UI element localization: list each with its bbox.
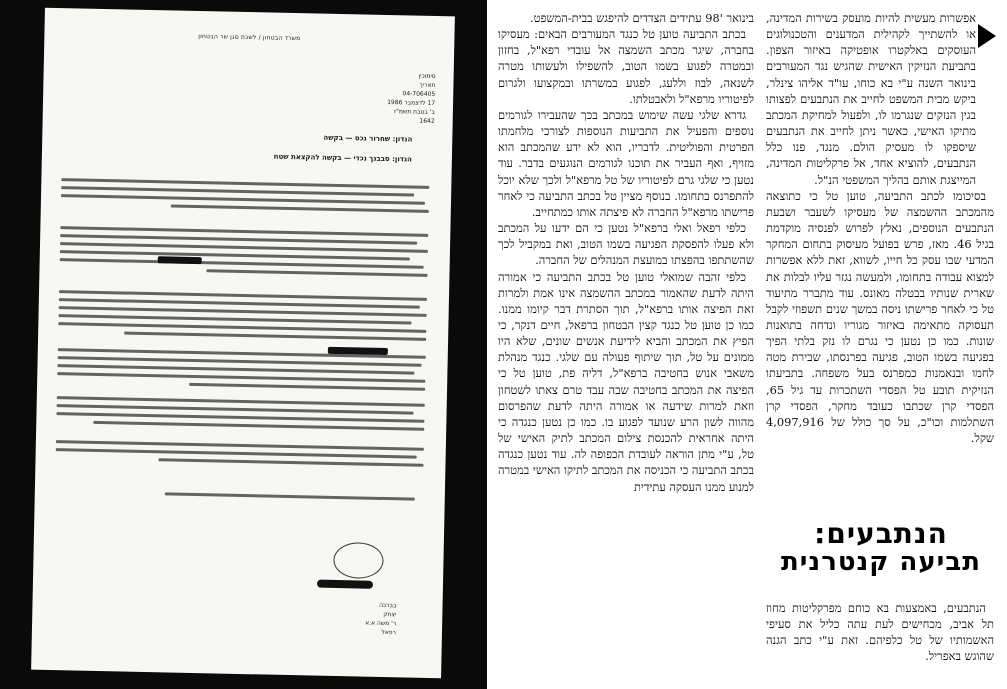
signature-line: יצחק [383, 610, 397, 619]
article-paragraph: בסיכומו לכתב התביעה, טוען טל כי כתוצאה מהמכתב ההשמצה של מעסיקו לשעבר ושבעת הנתבעים הנוספים, נאלץ לפרוש לפנסיה מוקדמת בגיל 46. מאז, פרש בפועל מעיסוק בתחום המחקר המדעי שבו עסק כל חייו, לשווא, זאת ללא אפשרות למצוא עבודה בתחומו, ולמעשה נגזר עליו לבלות את שארית שנותיו בבטלה מאונס. עוד מתברר מתיעוד טל כי לאחר פרישתו ניסה במשך שנים תשפוזי לקבל תעסוקה מתאימה באיזור מגוריו ונדחה בתואנות שונות. כמו כן נטען כי נגרם לו נזק בלתי הפיך בפגיעה בשמו הטוב, פגיעה בפרנסתו, שבירת מטה לחמו ובנאמנות כמפרנס בעל משפחה. בתביעתו הנזיקית תובע טל הפסדי השתכרות עד גיל 65, הפסדי קרן שכתבו כעובד מחקר, הפסדי קרן השתלמות וכו"כ, על סך כולל של 4,097,916 שקל. [766, 188, 994, 446]
newspaper-article [490, 0, 1007, 689]
letter-paragraph [57, 348, 426, 396]
letter-paragraph [56, 396, 425, 436]
letter-meta-line: תאריך [419, 81, 436, 89]
signature-names [312, 600, 397, 638]
signature-line: בברכה [379, 601, 397, 610]
letter-paragraph [58, 290, 427, 346]
article-paragraph: בכתב התביעה טוען טל כנגד המעורבים הבאים: מעסיקו בחברה, שיגר מכתב השמצה אל עובדי רפא"ל, בחזון ובמטרה לפגוע בשמו הטוב, להשפילו ולעשותו מטרה לשנאה, לבוז וללעג, לפגוע במשרתו ובמקצועו ולגרום לפיטוריו מרפא"ל ולאבטלתו. [498, 27, 754, 106]
letter-meta-line: ב' בטבת תשמ"ז [393, 108, 435, 116]
letter-meta-line: סימוכין [418, 72, 436, 80]
photocopy-panel [0, 0, 487, 689]
triangle-arrow-icon [978, 24, 996, 48]
redaction-mark [328, 347, 388, 355]
stamp-icon [333, 542, 384, 579]
letter-paragraph [55, 440, 423, 472]
letter-document [31, 8, 455, 678]
headline-line-1: הנתבעים: [814, 517, 948, 550]
article-column-right-bottom [766, 600, 994, 684]
letter-meta-line: 04-706405 [402, 90, 436, 98]
letter-paragraph [59, 226, 428, 282]
article-column-right [766, 10, 994, 504]
signature-mark [317, 580, 373, 589]
article-paragraph: הנתבעים, באמצעות בא כוחם מפרקליטות מחוז תל אביב, מכחישים לעת עתה כליל את סעיפי האשמותיו של טל כלפיהם. זאת ע"י כתב הגנה שהוגש באפריל. [766, 601, 994, 664]
letter-paragraph [61, 178, 430, 218]
letter-meta [345, 70, 436, 126]
article-column-middle [498, 10, 754, 682]
signature-line: רפאל [381, 628, 397, 637]
article-paragraph: בינואר '98 עתידים הצדדים להיפגש בבית-המשפט. [529, 11, 754, 25]
article-paragraph: כלפי זהבה שמואלי טוען טל בכתב התביעה כי אמורה היתה לדעת שהאמור במכתב ההשמצה אינו אמת ולמרות זאת הפיצה אותו ברפא"ל, תוך הסתרת דבר קיומו ממנו. כמו כן טוען טל כנגד קצין הבטחון ברפאל, חיים דנקר, כי הפיץ את המכתב והביא לידיעת אנשים שונים, שלא היו ממונים על טל, תוך שיתוף פעולה עם שלגי. כנגד מנהלת משאבי אנוש בחטיבה ברפא"ל, דליה פת, טוען טל כי הפיצה את המכתב בחטיבה שבה עבד טרם צאתו לשטחון וזאת למרות שידעה או אמורה היתה לדעת שהפרסום מהווה לשון הרע שנועד לפגוע בו. כמו כן נטען כנגדה כי היתה אחראית להכנסת צילום המכתב לתיק האישי של טל, ע"י מתן הוראה לעובדת הכפופה לה. עוד נטען כנגדה בכתב התביעה כי הכניסה את המכתב לתיקו האישי במטרה למנוע ממנו העסקה עתידית [498, 269, 754, 494]
article-paragraph: כלפי רפאל ואלי ברפא"ל נטען כי הם ידעו על המכתב ולא פעלו להפסקת הפגיעה בשמו הטוב, ואת במקביל לכך שהשתתפו בהפצתו במועצת המנהלים של החברה. [498, 221, 754, 268]
article-paragraph: גדרא שלגי עשה שימוש במכתב בכך שהעבירו לגורמים נוספים והפעיל את התביעות הנוספות לצורכי מלחמתו הפרטית והפוליטית. לדבריו, הוא לא ידע שהמכתב הוא מזויף, ואף העביר את תוכנו לגורמים הנוגעים בדבר. עוד נטען כי שלגי גרם לפיטוריו של טל מרפא"ל ולכך שלא יוכל להתפרנס בתחומו. בנוסף מציין טל בכתב התביעה כי לאחר פרישתו מרפא"ל החברה לא פיצתה אותו כמתחייב. [498, 107, 754, 219]
letter-subject-1: הנדון: שחרור נכס — בקשה [323, 133, 413, 144]
signature-line: ר' משה א.א [365, 619, 397, 628]
signature-block [312, 542, 404, 654]
section-headline [766, 517, 996, 577]
letter-subject-2: הנדון: סבבנך נכדי — בקשה להקצאת שטח [273, 152, 412, 164]
letter-header: משרד הבטחון / לשכת סגן שר הבטחון [198, 32, 301, 43]
letter-closing [165, 492, 415, 505]
article-paragraph: אפשרות מעשית להיות מועסק בשירות המדינה, או להשתייך לקהילית המדענים והטכנולוגים העוסקים באלקטרו אופטיקה באיזור הצפון. בתביעת הנזיקין האישית שהגיש נגד המעורבים בינואר השנה ע"י בא כוחו, עו"ד אליהו צינלר, ביקש מבית המשפט לחייב את הנתבעים לפצותו בגין הנזקים שנגרמו לו, ולפעול למחיקת המכתב מתיקו האישי, כאשר ניתן לחייב את הנתבעים שיספקו לו מעסיק הולם. מנגד, פנו כלל הנתבעים, להוציא אחד, אל פרקליטות המדינה, המייצגת אותם בהליך המשפטי הנ"ל. [766, 11, 976, 187]
headline-line-2: תביעה קנטרנית [781, 547, 981, 577]
letter-meta-line: 1642 [419, 117, 435, 125]
redaction-mark [158, 256, 202, 264]
letter-meta-line: 17 לדצמבר 1986 [387, 98, 436, 107]
